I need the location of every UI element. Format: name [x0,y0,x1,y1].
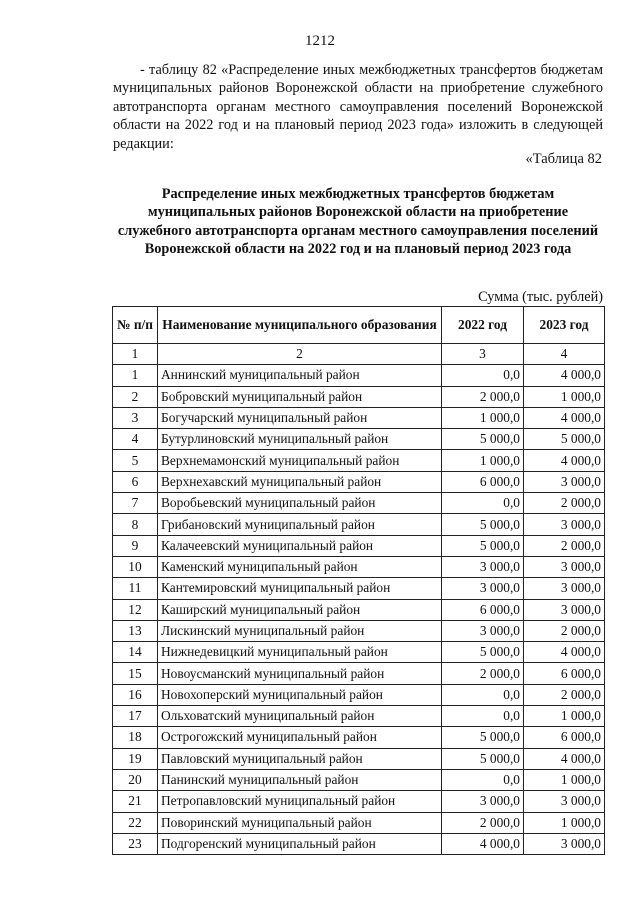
row-number: 8 [113,514,158,535]
row-municipality: Бобровский муниципальный район [158,386,442,407]
row-municipality: Верхнехавский муниципальный район [158,471,442,492]
row-number: 1 [113,365,158,386]
row-number: 17 [113,706,158,727]
row-amount-2022: 1 000,0 [442,407,524,428]
table-row [113,599,605,620]
table-row [113,535,605,556]
row-amount-2023: 6 000,0 [524,663,605,684]
row-amount-2023: 3 000,0 [524,556,605,577]
table-reference: «Таблица 82 [525,151,602,167]
row-municipality: Острогожский муниципальный район [158,727,442,748]
table-header-row [113,307,605,344]
row-amount-2023: 4 000,0 [524,365,605,386]
row-municipality: Аннинский муниципальный район [158,365,442,386]
header-num: № п/п [113,307,158,344]
row-number: 3 [113,407,158,428]
column-number-row [113,344,605,365]
table-row [113,684,605,705]
row-number: 14 [113,642,158,663]
row-amount-2022: 2 000,0 [442,663,524,684]
row-amount-2023: 1 000,0 [524,706,605,727]
row-municipality: Новоусманский муниципальный район [158,663,442,684]
header-2023: 2023 год [524,307,605,344]
row-municipality: Новохоперский муниципальный район [158,684,442,705]
row-amount-2023: 3 000,0 [524,471,605,492]
row-amount-2022: 0,0 [442,706,524,727]
table-row [113,706,605,727]
row-amount-2022: 2 000,0 [442,386,524,407]
row-amount-2023: 3 000,0 [524,599,605,620]
row-amount-2022: 3 000,0 [442,791,524,812]
row-amount-2022: 5 000,0 [442,429,524,450]
distribution-table [112,306,605,855]
table-row [113,407,605,428]
row-amount-2022: 5 000,0 [442,748,524,769]
row-municipality: Воробьевский муниципальный район [158,493,442,514]
units-label: Сумма (тыс. рублей) [478,289,603,305]
table-row [113,493,605,514]
row-amount-2023: 2 000,0 [524,535,605,556]
intro-paragraph: - таблицу 82 «Распределение иных межбюджетных трансфертов бюджетам муниципальных районов Воронежской области на приобретение служебного автотранспорта органам местного самоуправления поселений Воронежской области на 2022 год и на плановый период 2023 года» изложить в следующей редакции: [113,62,603,152]
row-amount-2023: 4 000,0 [524,450,605,471]
row-amount-2023: 4 000,0 [524,407,605,428]
row-municipality: Павловский муниципальный район [158,748,442,769]
row-number: 4 [113,429,158,450]
row-amount-2022: 5 000,0 [442,514,524,535]
row-amount-2022: 1 000,0 [442,450,524,471]
row-amount-2023: 2 000,0 [524,493,605,514]
row-amount-2022: 5 000,0 [442,642,524,663]
row-amount-2023: 1 000,0 [524,812,605,833]
row-number: 6 [113,471,158,492]
row-number: 7 [113,493,158,514]
header-2022: 2022 год [442,307,524,344]
row-number: 18 [113,727,158,748]
table-row [113,812,605,833]
row-amount-2023: 3 000,0 [524,514,605,535]
row-amount-2023: 5 000,0 [524,429,605,450]
row-number: 11 [113,578,158,599]
row-amount-2022: 2 000,0 [442,812,524,833]
row-municipality: Каширский муниципальный район [158,599,442,620]
table-row [113,471,605,492]
table-row [113,578,605,599]
row-number: 22 [113,812,158,833]
row-amount-2022: 5 000,0 [442,727,524,748]
table-body [113,344,605,855]
row-municipality: Ольховатский муниципальный район [158,706,442,727]
row-municipality: Панинский муниципальный район [158,769,442,790]
table-row [113,386,605,407]
row-amount-2023: 4 000,0 [524,642,605,663]
row-amount-2023: 6 000,0 [524,727,605,748]
row-amount-2023: 4 000,0 [524,748,605,769]
table-row [113,450,605,471]
table-row [113,833,605,854]
row-amount-2022: 0,0 [442,493,524,514]
table-row [113,556,605,577]
row-number: 20 [113,769,158,790]
table-row [113,791,605,812]
table-row [113,365,605,386]
row-amount-2022: 3 000,0 [442,620,524,641]
table-row [113,727,605,748]
row-municipality: Каменский муниципальный район [158,556,442,577]
column-number: 2 [158,344,442,365]
page-number: 1212 [305,33,335,49]
row-amount-2023: 3 000,0 [524,833,605,854]
table-row [113,748,605,769]
row-amount-2023: 3 000,0 [524,791,605,812]
row-municipality: Грибановский муниципальный район [158,514,442,535]
row-number: 2 [113,386,158,407]
row-municipality: Верхнемамонский муниципальный район [158,450,442,471]
row-municipality: Калачеевский муниципальный район [158,535,442,556]
row-amount-2022: 5 000,0 [442,535,524,556]
header-name: Наименование муниципального образования [158,307,442,344]
column-number: 3 [442,344,524,365]
table-row [113,663,605,684]
column-number: 1 [113,344,158,365]
row-municipality: Кантемировский муниципальный район [158,578,442,599]
row-amount-2022: 4 000,0 [442,833,524,854]
row-municipality: Нижнедевицкий муниципальный район [158,642,442,663]
table-row [113,514,605,535]
row-municipality: Богучарский муниципальный район [158,407,442,428]
row-amount-2023: 1 000,0 [524,769,605,790]
row-number: 5 [113,450,158,471]
table-row [113,769,605,790]
row-amount-2023: 2 000,0 [524,620,605,641]
table-row [113,429,605,450]
table-row [113,620,605,641]
row-number: 13 [113,620,158,641]
row-municipality: Поворинский муниципальный район [158,812,442,833]
row-amount-2022: 6 000,0 [442,599,524,620]
row-municipality: Бутурлиновский муниципальный район [158,429,442,450]
row-amount-2022: 0,0 [442,769,524,790]
row-municipality: Лискинский муниципальный район [158,620,442,641]
row-amount-2023: 2 000,0 [524,684,605,705]
column-number: 4 [524,344,605,365]
row-amount-2023: 3 000,0 [524,578,605,599]
row-number: 12 [113,599,158,620]
table-row [113,642,605,663]
row-number: 23 [113,833,158,854]
row-municipality: Петропавловский муниципальный район [158,791,442,812]
row-number: 19 [113,748,158,769]
row-number: 21 [113,791,158,812]
row-number: 9 [113,535,158,556]
row-amount-2022: 0,0 [442,365,524,386]
table-title: Распределение иных межбюджетных трансфертов бюджетам муниципальных районов Воронежской области на приобретение служебного автотранспорта органам местного самоуправления поселений Воронежской области на 2022 год и на плановый период 2023 года [117,186,599,257]
row-amount-2022: 3 000,0 [442,556,524,577]
row-amount-2022: 3 000,0 [442,578,524,599]
row-number: 15 [113,663,158,684]
row-number: 10 [113,556,158,577]
row-amount-2023: 1 000,0 [524,386,605,407]
row-municipality: Подгоренский муниципальный район [158,833,442,854]
row-amount-2022: 6 000,0 [442,471,524,492]
row-number: 16 [113,684,158,705]
row-amount-2022: 0,0 [442,684,524,705]
